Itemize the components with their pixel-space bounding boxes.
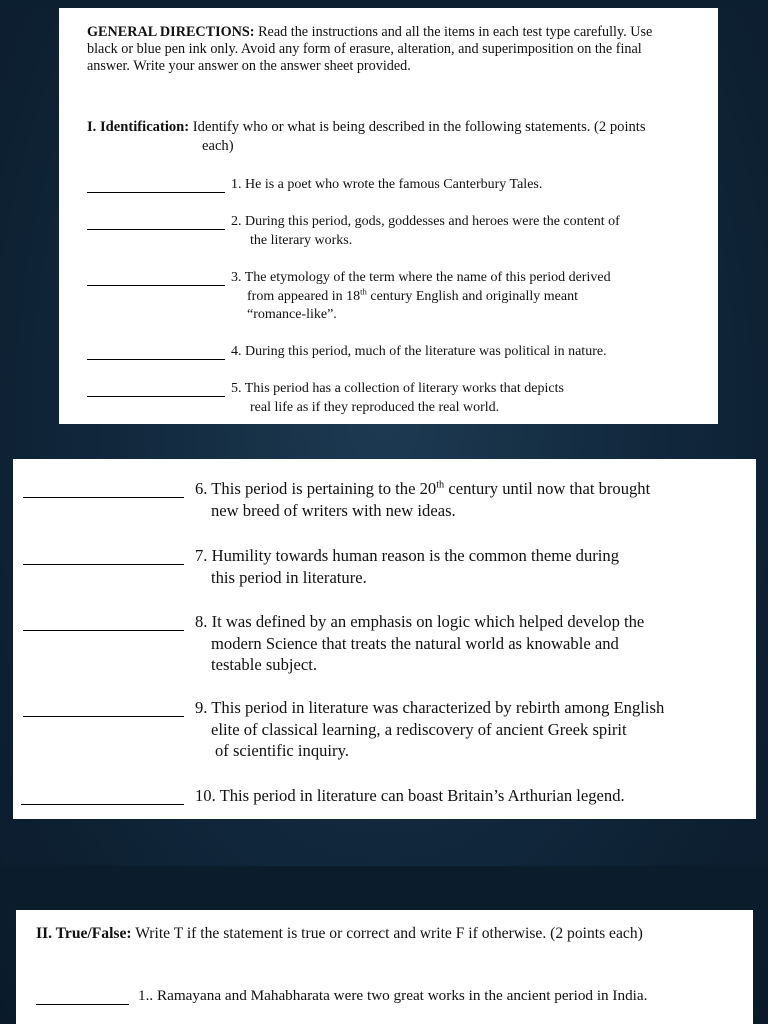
item-text: “romance-like”. <box>247 307 337 322</box>
slide-panel-1 <box>59 8 718 424</box>
item-text: modern Science that treats the natural world as knowable and <box>211 634 619 653</box>
answer-blank[interactable] <box>87 285 225 286</box>
section-1-heading <box>87 118 646 136</box>
section-2-heading <box>36 925 643 943</box>
answer-blank[interactable] <box>23 630 184 631</box>
slide-panel-3 <box>16 910 753 1024</box>
directions-label: GENERAL DIRECTIONS: <box>87 24 255 40</box>
top-band <box>0 0 768 8</box>
item-text: 9. This period in literature was characterized by rebirth among English <box>195 698 665 717</box>
item-text: 1.. Ramayana and Mahabharata were two great works in the ancient period in India. <box>138 987 648 1004</box>
section-2-label: II. True/False: <box>36 925 132 942</box>
item-text: 4. During this period, much of the literature was political in nature. <box>231 344 607 359</box>
general-directions <box>87 24 709 75</box>
item-text: elite of classical learning, a rediscovery of ancient Greek spirit <box>211 720 627 739</box>
answer-blank[interactable] <box>23 564 184 565</box>
item-text: 5. This period has a collection of literary works that depicts <box>231 381 564 396</box>
item-text: 2. During this period, gods, goddesses and heroes were the content of <box>231 214 620 229</box>
item-text: 8. It was defined by an emphasis on logic which helped develop the <box>195 612 645 631</box>
answer-blank[interactable] <box>87 192 225 193</box>
slide-panel-2 <box>13 459 756 819</box>
section-1-label: I. Identification: <box>87 119 190 135</box>
item-text: of scientific inquiry. <box>215 741 349 760</box>
item-text: 7. Humility towards human reason is the common theme during <box>195 546 619 565</box>
item-text: the literary works. <box>250 233 353 248</box>
item-text: from appeared in 18th century English and originally meant <box>247 286 578 304</box>
item-text: this period in literature. <box>211 568 367 587</box>
item-text: testable subject. <box>211 655 317 674</box>
item-text: 3. The etymology of the term where the name of this period derived <box>231 270 611 285</box>
item-text: real life as if they reproduced the real world. <box>250 400 500 415</box>
middle-band <box>0 866 768 910</box>
answer-blank[interactable] <box>21 804 184 805</box>
section-1-instructions: Identify who or what is being described in the following statements. (2 points <box>189 119 646 135</box>
directions-line-3: answer. Write your answer on the answer sheet provided. <box>87 58 411 74</box>
section-2-instructions: Write T if the statement is true or correct and write F if otherwise. (2 points each) <box>131 925 643 942</box>
answer-blank[interactable] <box>87 359 225 360</box>
item-text: 6. This period is pertaining to the 20th century until now that brought <box>195 479 651 498</box>
answer-blank[interactable] <box>23 716 184 717</box>
item-text: 10. This period in literature can boast Britain’s Arthurian legend. <box>195 786 625 805</box>
section-1-instructions-cont: each) <box>202 138 234 154</box>
item-text: new breed of writers with new ideas. <box>211 501 456 520</box>
item-text: 1. He is a poet who wrote the famous Canterbury Tales. <box>231 177 543 192</box>
answer-blank[interactable] <box>36 1004 129 1005</box>
directions-line-2: black or blue pen ink only. Avoid any form of erasure, alteration, and superimposition on the final <box>87 41 642 57</box>
answer-blank[interactable] <box>87 229 225 230</box>
directions-line-1: Read the instructions and all the items in each test type carefully. Use <box>254 24 653 40</box>
answer-blank[interactable] <box>87 396 225 397</box>
answer-blank[interactable] <box>23 497 184 498</box>
